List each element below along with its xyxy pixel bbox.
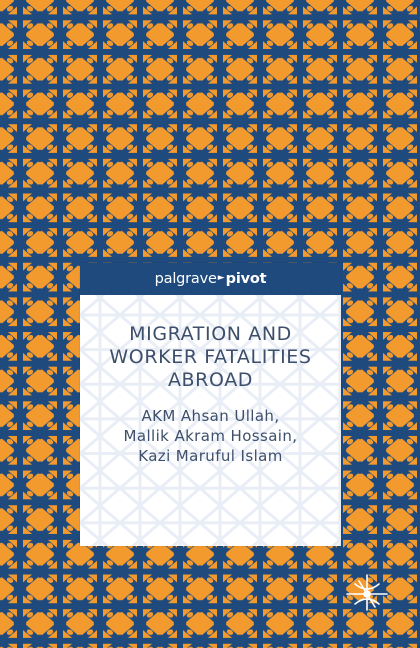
palgrave-logo-icon [345, 572, 389, 612]
author-line: Mallik Akram Hossain, [123, 427, 298, 445]
publisher-bar [80, 263, 341, 295]
title-line: ABROAD [167, 369, 254, 391]
book-title [80, 323, 341, 392]
title-line: WORKER FATALITIES [109, 346, 312, 368]
author-line: Kazi Maruful Islam [138, 447, 283, 465]
panel-background-pattern [80, 263, 341, 546]
arrow-icon: ► [217, 273, 225, 283]
publisher-name-bold: pivot [225, 271, 267, 287]
publisher-name-light: palgrave [154, 271, 217, 287]
author-line: AKM Ahsan Ullah, [141, 407, 280, 425]
title-line: MIGRATION AND [129, 323, 292, 345]
title-panel [80, 263, 341, 546]
book-authors [80, 406, 341, 466]
